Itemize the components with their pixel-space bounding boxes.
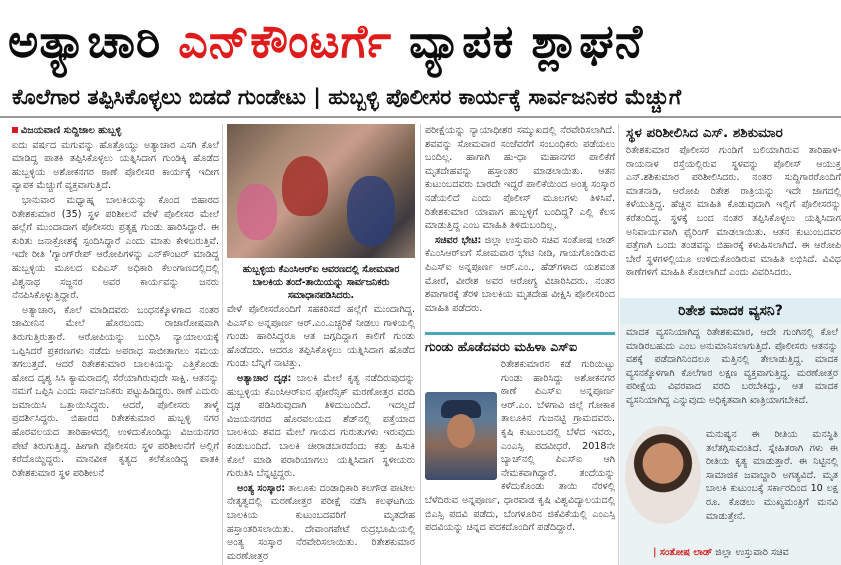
article-column-3 — [425, 124, 615, 324]
box-title-woman-si: ಗುಂಡು ಹೊಡೆದವರು ಮಹಿಳಾ ಎಸ್‌ಐ — [425, 339, 578, 354]
minister-portrait — [625, 426, 701, 524]
column-divider — [222, 124, 223, 565]
article-column-2 — [227, 303, 415, 565]
byline: ವಿಜಯವಾಣಿ ಸುದ್ದಿಜಾಲ ಹುಬ್ಬಳ್ಳಿ — [12, 124, 219, 138]
signature-role: ಜಿಲ್ಲಾ ಉಸ್ತುವಾರಿ ಸಚಿವ — [715, 547, 789, 558]
col1-paragraph-1: ಐದು ವರ್ಷದ ಮಗುವನ್ನು ಹೊತ್ತೊಯ್ದು ಅತ್ಯಾಚಾರ ಎಸಗಿ ಕೊಲೆ ಮಾಡಿದ್ದ ಪಾತಕಿ ತಪ್ಪಿಸಿಕೊಳ್ಳಲು ಯತ್ನಿಸಿದಾಗ ಗುಂಡಿಕ್ಕಿ ಹೊಡೆದ ಹುಬ್ಬಳ್ಳಿಯ ಅಶೋಕನಗರ ಠಾಣೆ ಪೊಲೀಸರ ಕಾರ್ಯಕ್ಕೆ ಇದೀಗ ವ್ಯಾಪಕ ಮೆಚ್ಚುಗೆ ವ್ಯಕ್ತವಾಗುತ್ತಿದೆ. — [12, 139, 219, 192]
box-woman-si-text — [425, 358, 615, 565]
panel-text-1 — [626, 326, 838, 424]
article-column-1 — [12, 124, 219, 565]
box-title-commissioner: ಸ್ಥಳ ಪರಿಶೀಲಿಸಿದ ಎಸ್. ಶಶಿಕುಮಾರ — [626, 125, 783, 141]
headline-part2: ಎನ್‌ಕೌಂಟರ್ — [178, 14, 393, 68]
col1-paragraph-2: ಭಾನುವಾರ ಮಧ್ಯಾಹ್ನ ಬಾಲಕಿಯನ್ನು ಕೊಂದ ಬಿಹಾರದ ರಿತೇಶಕುಮಾರ (35) ಸ್ಥಳ ಪರಿಶೀಲನೆ ವೇಳೆ ಪೊಲೀಸರ ಮೇಲೆ ಹಲ್ಲೆಗೆ ಮುಂದಾದಾಗ ಪೊಲೀಸರು ಪ್ರತ್ಯಕ್ಷ ಗುಂಡು ಹಾರಿಸಿದ್ದಾರೆ. ಈ ಕುರಿತು ಜನಾಕ್ರೋಶಕ್ಕೆ ಸ್ಪಂದಿಸಿದ್ದಾರೆ ಎಂದು ಮಾತು ಕೇಳಿಬರುತ್ತಿವೆ. ಇದೇ ರೀತಿ 'ಗ್ಯಾಂಗ್‌ರೇಪ್ ಆರೋಪಿಗಳನ್ನು ಎನ್‌ಕೌಂಟರ್ ಮಾಡಿದ್ದ ಹುಬ್ಬಳ್ಳಿಯ ಮೂಲದ ಐಪಿಎಸ್ ಅಧಿಕಾರಿ ಕೆಲಂಗಾಣದಲ್ಲಿದಲ್ಲಿ ವಿಶ್ವನಾಥ ಸಜ್ಜನರ ಅವರ ಕಾರ್ಯವನ್ನು ಜನರು ನೆನಪಿಸಿಕೊಳ್ಳುತ್ತಿದ್ದಾರೆ. — [12, 194, 219, 302]
column-divider — [618, 124, 619, 565]
headline-part3: ಗೆ ವ್ಯಾಪಕ ಶ್ಲಾಘನೆ — [392, 14, 644, 68]
box-woman-si-paragraph: ರಿತೇಶಕುಮಾರನ ಕಡೆ ಗುರಿಯಿಟ್ಟು ಗುಂಡು ಹಾರಿಸಿದ್ದು ಅಶೋಕನಗರ ಠಾಣೆ ಪಿಎಸ್‌ಐ ಅನ್ನಪೂರ್ಣ ಆರ್.ಎಂ. ಬೆಳಗಾವಿ ಜಿಲ್ಲೆ ಗೋಕಾಕ ತಾಲೂಕಿನ ಗುಜನಟ್ಟಿ ಗ್ರಾಮದವರು. ಕೃಷಿ ಕುಟುಂಬದಲ್ಲಿ ಬೆಳೆದ ಇವರು, ಎಂಎಸ್ಸಿ ಪದವೀಧರೆ. 2018ನೇ ಬ್ಯಾಚ್‌ನಲ್ಲಿ ಪಿಎಸ್‌ಐ ಆಗಿ ನೇಮಕವಾಗಿದ್ದಾರೆ. ತಂದೆಯನ್ನು ಕಳೆದುಕೊಂಡು ತಾಯಿ ನೆರಳಲ್ಲಿ ಬೆಳೆದಿರುವ ಅನ್ನಪೂರ್ಣ, ಧಾರವಾಡ ಕೃಷಿ ವಿಶ್ವವಿದ್ಯಾಲಯದಲ್ಲಿ ಬಿಎಸ್ಸಿ ಪದವಿ ಪಡೆದು, ಬೆಂಗಳೂರಿನ ಜಿಕೆವಿಕೆಯಲ್ಲಿ ಎಂಎಸ್ಸಿ ಪದವಿಯನ್ನು ಚಿನ್ನದ ಪದಕದೊಂದಿಗೆ ಪಡೆದಿದ್ದಾರೆ. — [425, 359, 615, 534]
subheadline: ಕೊಲೆಗಾರ ತಪ್ಪಿಸಿಕೊಳ್ಳಲು ಬಿಡದೆ ಗುಂಡೇಟು | ಹುಬ್ಬಳ್ಳಿ ಪೊಲೀಸರ ಕಾರ್ಯಕ್ಕೆ ಸಾರ್ವಜನಿಕರ ಮೆಚ್ಚುಗೆ — [12, 85, 682, 109]
photo-caption: ಹುಬ್ಬಳ್ಳಿಯ ಕೆಎಂಸಿಆರ್‌ಐ ಆವರಣದಲ್ಲಿ ಸೋಮವಾರ ಬಾಲಕಿಯ ತಂದೆ-ತಾಯಿಯನ್ನು ಸಾರ್ವಜನಿಕರು ಸಮಾಧಾನಪಡಿಸಿದರು. — [242, 264, 400, 301]
col3-paragraph-1: ಪರೀಕ್ಷೆಯನ್ನು ನ್ಯಾಯಾಧೀಶರ ಸಮ್ಮುಖದಲ್ಲಿ ನೆರವೇರಿಸಲಾಗಿದೆ. ಶವವನ್ನು ಸೋಮವಾರ ಸಂಜೆವರೆಗೆ ಸಂಬಂಧಿಕರು ಪಡೆಯಲು ಬಂದಿಲ್ಲ. ಹಾಗಾಗಿ ಹು-ಧಾ ಮಹಾನಗರ ಪಾಲಿಕೆಗೆ ಮೃತದೇಹವನ್ನು ಹಸ್ತಾಂತರ ಮಾಡಲಾಯಿತು. ಆತನ ಕುಟುಂಬದವರು ಬಾರದೇ ಇದ್ದರೆ ಪಾಲಿಕೆಯಿಂದ ಅಂತ್ಯ ಸಂಸ್ಕಾರ ನಡೆಯಲಿದೆ ಎಂದು ಪೊಲೀಸ್ ಮೂಲಗಳು ತಿಳಿಸಿವೆ. ರಿತೇಶಕುಮಾರ ಯಾವಾಗ ಹುಬ್ಬಳ್ಳಿಗೆ ಬಂದಿದ್ದ? ಎಲ್ಲಿ ಕೆಲಸ ಮಾಡುತ್ತಿದ್ದ ಎಂಬ ಮಾಹಿತಿ ತಿಳಿದುಬಂದಿಲ್ಲ. — [425, 125, 615, 232]
col1-paragraph-3: ಅತ್ಯಾಚಾರ, ಕೊಲೆ ಮಾಡಿದವರು ಬಂಧನಕ್ಕೊಳಗಾದ ನಂತರ ಜಾಮೀನಿನ ಮೇಲೆ ಹೊರಬಂದು ರಾಜಾರೋಷವಾಗಿ ತಿರುಗುತ್ತಿರುತ್ತಾರೆ. ಆರೋಪಿಯನ್ನು ಬಂಧಿಸಿ ನ್ಯಾಯಾಲಯಕ್ಕೆ ಒಪ್ಪಿಸಿದರೆ ಪ್ರಕರಣಗಳು ನಡೆದು ಅಪರಾಧ ಸಾಬೀತಾಗಲು ಸಮಯ ತಗಲುತ್ತದೆ. ಆದರೆ ರಿತೇಶಕುಮಾರ ಬಾಲಕಿಯನ್ನು ಎತ್ತಿಕೊಂಡು ಹೋದ ದೃಶ್ಯ ಸಿಸಿ ಕ್ಯಾಮರಾದಲ್ಲಿ ಸೆರೆಯಾಗಿರುವುದೇ ಸಾಕ್ಷಿ. ಆತನನ್ನು ನಮಗೆ ಒಪ್ಪಿಸಿ ಎಂದು ಸಾರ್ವಜನಿಕರು ಪಟ್ಟುಹಿಡಿದ್ದರು. ಠಾಣೆ ಎದುರು ಜಮಾಯಿಸಿ ಒತ್ತಾಯಿಸಿದ್ದರು. ಆದರೆ, ಪೊಲೀಸರು ತಾಳ್ಮೆ ಪ್ರದರ್ಶಿಸಿದ್ದರು. ಬಿಹಾರದ ರಿತೇಶಕುಮಾರ ಹುಬ್ಬಳ್ಳಿ ನಗರ ಹೊರವಲಯದ ತಾರಿಹಾಳದಲ್ಲಿ ಉಳಿದುಕೊಂಡಿದ್ದು ವಿಜಯನಗರ ಪೇಟೆ ತಿರುಗುತ್ತಿದ್ದ. ಹೀಗಾಗಿ ಪೊಲೀಸರು ಸ್ಥಳ ಪರಿಶೀಲನೆಗೆ ಅಲ್ಲಿಗೆ ಕರೆದೊಯ್ದಿದ್ದರು. ಮಾನವೀಕ ಕೃತ್ಯದ ಕಲೆಕೊಂಡಿದ್ದ ಪಾತಕಿ ರಿತೇಶಕುಮಾರ ಸ್ಥಳ ಪರಿಶೀಲನೆ — [12, 304, 219, 479]
headline-rule — [0, 116, 841, 118]
panel-paragraph-1: ಮಾದಕ ವ್ಯಸನಿಯಾಗಿದ್ದ ರಿತೇಶಕುಮಾರ, ಆದೇ ಗುಂಗಿನಲ್ಲಿ ಕೊಲೆ ಮಾಡಿರಬಹುದು ಎಂಬ ಅನುಮಾನಿಸಲಾಗುತ್ತಿದೆ. ಪೊಲೀಸರು ಆತನನ್ನು ವಶಕ್ಕೆ ಪಡೆದಾಗಿನಿಂದಲೂ ಮತ್ತಿನಲ್ಲಿ ತೇಲಾಡುತ್ತಿದ್ದ. ಮಾದಕ ವ್ಯಸನಕ್ಕೊಳಗಾಗಿ ಕೊಲೆಗಾರ ಲಕ್ಷಣ ವ್ಯಕ್ತವಾಗುತ್ತಿದ್ದ. ಮರಣೋತ್ತರ ಪರೀಕ್ಷೆಯ ವಿವರವಾದ ವರದಿ ಬರಬೇಕಿದ್ದು, ಆತ ಮಾದಕ ವ್ಯಸನಿಯಾಗಿದ್ದ ಎನ್ನುವುದು ಅಧಿಕೃತವಾಗಿ ಖಾತ್ರಿಯಾಗಬೇಕಿದೆ. — [626, 327, 838, 406]
panel-title: ರಿತೇಶ ಮಾದಕ ವ್ಯಸನಿ? — [620, 298, 841, 324]
headline — [8, 8, 841, 74]
box-commissioner-paragraph: ರಿತೇಶಕುಮಾರ ಪೊಲೀಸರ ಗುಂಡಿಗೆ ಬಲಿಯಾಗಿರುವ ತಾರಿಹಾಳ-ರಾಯನಾಳ ರಸ್ತೆಯಲ್ಲಿರುವ ಸ್ಥಳವನ್ನು ಪೊಲೀಸ್ ಆಯುಕ್ತ ಎನ್.ಶಶಿಕುಮಾರ ಪರಿಶೀಲಿಸಿದರು. ನಂತರ ಸುದ್ದಿಗಾರರೊಂದಿಗೆ ಮಾತನಾಡಿ, ಆರೋಪಿ ರಿತೇಶ ರಾತ್ರಿಯನ್ನು ಇದೇ ಜಾಗದಲ್ಲಿ ಕಳೆಯುತ್ತಿದ್ದ. ಹೆಚ್ಚಿನ ಮಾಹಿತಿ ಕೊಡುವುದಾಗಿ ಇಲ್ಲಿಗೆ ಪೊಲೀಸರನ್ನು ಕರೆತಂದಿದ್ದ. ಸ್ಥಳಕ್ಕೆ ಬಂದ ನಂತರ ತಪ್ಪಿಸಿಕೊಳ್ಳಲು ಯತ್ನಿಸಿದಾಗ ಅನಿವಾರ್ಯವಾಗಿ ಫೈರಿಂಗ್ ಮಾಡಲಾಯಿತು. ಆತನ ಕುಟುಂಬದವರ ಪತ್ತೆಗಾಗಿ ಒಂದು ತಂಡವನ್ನು ಬಿಹಾರಕ್ಕೆ ಕಳುಹಿಸಲಾಗಿದೆ. ಈ ಆರೋಪಿ ಬೇರೆ ಸ್ಥಳಗಳಲ್ಲಿಯೂ ಉಳಿದುಕೊಂಡಿರುವ ಮಾಹಿತಿ ಲಭಿಸಿದೆ. ವಿವಿಧ ಠಾಣೆಗಳಿಗೆ ಮಾಹಿತಿ ಕೊಡಲಾಗಿದೆ ಎಂದು ವಿವರಿಸಿದರು. — [626, 145, 841, 279]
panel-paragraph-2: ಮನುಷ್ಯನ ಈ ರೀತಿಯ ಮನಸ್ಥಿತಿ ತಲೆತಗ್ಗಿಸುವಂತಿದೆ. ಸ್ನೇಹಿತರಾಗಿ ಗಳು ಈ ರೀತಿಯ ಕೃತ್ಯ ಮಾಡುತ್ತಾರೆ. ಈ ನಿಟ್ಟಿನಲ್ಲಿ ಸಾಮಾಜಿಕ ಜವಾಬ್ದಾರಿ ಅಗತ್ಯವಿದೆ. ಮೃತ ಬಾಲಕಿ ಕುಟುಂಬಕ್ಕೆ ಸರ್ಕಾರದಿಂದ 10 ಲಕ್ಷ ರೂ. ಕೊಡಲು ಮುಖ್ಯಮಂತ್ರಿಗೆ ಮನವಿ ಮಾಡುತ್ತೇನೆ. — [706, 429, 838, 522]
signature-name: | ಸಂತೋಷ ಲಾಡ್ — [653, 547, 713, 558]
headline-part1: ಅತ್ಯಾಚಾರಿ — [8, 14, 162, 68]
byline-square-icon — [12, 127, 18, 133]
panel-text-2 — [706, 428, 838, 542]
col2-paragraph-2: ಅತ್ಯಾಚಾರ ದೃಢ: ಬಾಲಕಿ ಮೇಲೆ ಕೃತ್ಯ ನಡೆದಿರುವುದನ್ನು ಹುಬ್ಬಳ್ಳಿಯ ಕೆಎಂಸಿಆರ್‌ಐನ ಫೋರೆನ್ಸಿಕ್ ಮರಣೋತ್ತರ ವರದಿ ದೃಢ ಪಡಿಸಿರುವುದಾಗಿ ತಿಳಿದುಬಂದಿದೆ. ಇದಲ್ಲದೆ ವಿಜಯನಗರದ ಹೊರವಲಯದ ಶೆಡ್‌ನಲ್ಲಿ ಪತ್ತೆಯಾದ ಬಾಲಕಿಯ ಶವದ ಮೇಲೆ ಗಾಯದ ಗುರುತುಗಳು ಇರುವುದು ಕಂಡುಬಂದಿದೆ. ಬಾಲಕಿ ಚೀರಾಡಬಾರದೆಂದು ಕತ್ತು ಹಿಸುಕಿ ಕೊಲೆ ಮಾಡಿ ಪರಾರಿಯಾಗಲು ಯತ್ನಿಸಿದಾಗ ಸ್ಥಳೀಯರು ಗುರುತಿಸಿ ಬೆನ್ನಟ್ಟಿದ್ದರು. — [227, 372, 415, 480]
column-divider — [420, 124, 421, 565]
quote-signature — [653, 546, 841, 559]
col2-paragraph-1: ವೇಳೆ ಪೊಲೀಸರೊಂದಿಗೆ ಸಹಕರಿಸದೆ ಹಲ್ಲೆಗೆ ಮುಂದಾಗಿದ್ದ. ಪಿಎಸ್‌ಐ ಅನ್ನಪೂರ್ಣ ಆರ್.ಎಂ.ಎಚ್ಚರಿಕೆ ನೀಡಲು ಗಾಳಿಯಲ್ಲಿ ಗುಂಡು ಹಾರಿಸಿದ್ದರೂ ಆತ ಜಗ್ಗದಿದ್ದಾಗ ಕಾಲಿಗೆ ಗುಂಡು ಹೊಡೆದರು. ಆದರೂ ತಪ್ಪಿಸಿಕೊಳ್ಳಲು ಯತ್ನಿಸಿದಾಗ ಹೊಡೆದ ಗುಂಡು ಬೆನ್ನಿಗೆ ನಾಟಿತ್ತು. — [227, 304, 415, 370]
crowd-photo — [227, 124, 415, 258]
box-rule — [425, 332, 615, 335]
col3-paragraph-2: ಸಚಿವರ ಭೇಟಿ: ಜಿಲ್ಲಾ ಉಸ್ತುವಾರಿ ಸಚಿವ ಸಂತೋಷ ಲಾಡ್ ಕೆಎಂಸಿಆರ್‌ಐಗೆ ಸೋಮವಾರ ಭೇಟಿ ನೀಡಿ, ಗಾಯಗೊಂಡಿರುವ ಪಿಎಸ್‌ಐ ಅನ್ನಪೂರ್ಣ ಆರ್.ಎಂ., ಹೆಡ್‌ಗಳಾದ ಯಶವಂತ ಮೋರೆ, ವೀರೇಶ ಅವರ ಆರೋಗ್ಯ ವಿಚಾರಿಸಿದರು. ನಂತರ ಶವಾಗಾರಕ್ಕೆ ತೆರಳಿ ಬಾಲಕಿಯ ಮೃತದೇಹ ವೀಕ್ಷಿಸಿ ಪೊಲೀಸರಿಂದ ಮಾಹಿತಿ ಪಡೆದರು. — [425, 234, 615, 314]
box-commissioner-text — [626, 144, 841, 294]
col2-paragraph-3: ಅಂತ್ಯ ಸಂಸ್ಕಾರ: ತಾಲೂಕು ದಂಡಾಧಿಕಾರಿ ಕಲಗೌಡ ಪಾಟೀಲ ನೇತೃತ್ವದಲ್ಲಿ ಮರಣೋತ್ತರ ಪರೀಕ್ಷೆ ನಡೆಸಿ ಕಲಘಟಗಿಯ ಬಾಲಕಿಯ ಕುಟುಂಬದವರಿಗೆ ಮೃತದೇಹ ಹಸ್ತಾಂತರಿಸಲಾಯಿತು. ದೇವಾಂಗಪೇಟೆ ರುದ್ರಭೂಮಿಯಲ್ಲಿ ಅಂತ್ಯ ಸಂಸ್ಕಾರ ನೆರವೇರಿಸಲಾಯಿತು. ರಿತೇಶಕುಮಾರ ಮರಣೋತ್ತರ — [227, 482, 415, 562]
